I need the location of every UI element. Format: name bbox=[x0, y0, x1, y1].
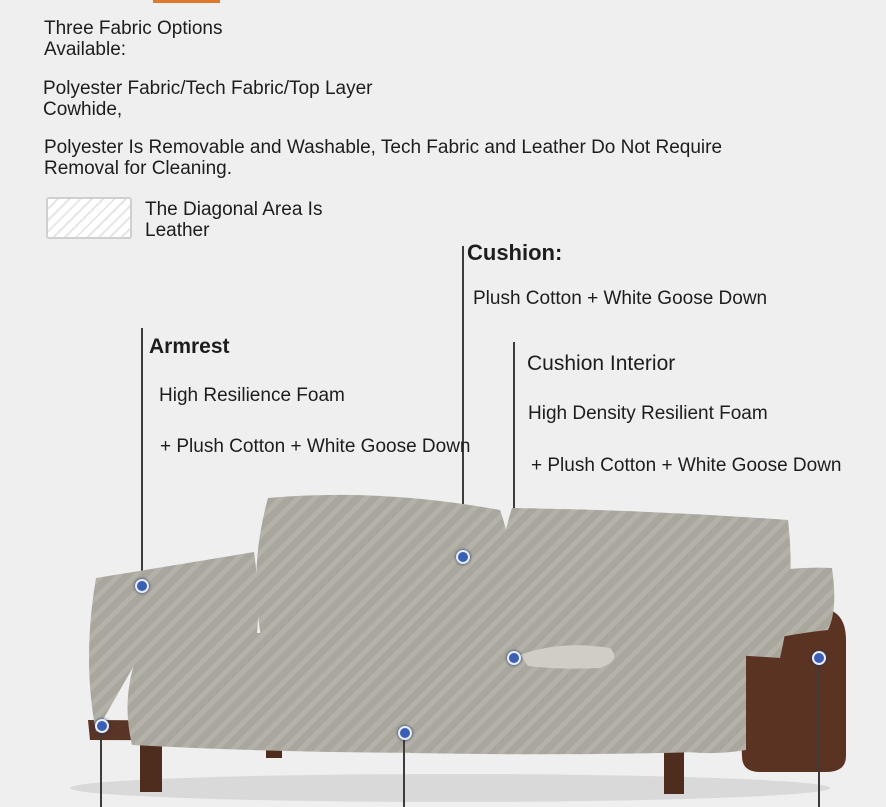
cushion-title: Cushion: bbox=[467, 240, 563, 265]
top-accent-bar bbox=[153, 0, 220, 3]
armrest-line2: + Plush Cotton + White Goose Down bbox=[160, 436, 471, 457]
care-note: Polyester Is Removable and Washable, Tech Fabric and Leather Do Not Require Removal for Cleaning. bbox=[44, 137, 723, 179]
cushion-interior-marker-icon bbox=[507, 651, 521, 665]
cushion-interior-line1: High Density Resilient Foam bbox=[528, 403, 768, 424]
armrest-marker-icon bbox=[135, 579, 149, 593]
cushion-marker-icon bbox=[456, 550, 470, 564]
cushion-line1: Plush Cotton + White Goose Down bbox=[473, 288, 768, 309]
side-panel-marker-icon bbox=[812, 651, 826, 665]
base-front-left-marker-icon bbox=[95, 719, 109, 733]
leather-swatch-icon bbox=[46, 197, 132, 239]
fabric-options-list: Polyester Fabric/Tech Fabric/Top Layer Cowhide, bbox=[43, 78, 373, 120]
cushion-interior-line2: + Plush Cotton + White Goose Down bbox=[531, 455, 842, 476]
base-front-center-marker-icon bbox=[398, 726, 412, 740]
fabric-options-heading: Three Fabric Options Available: bbox=[44, 18, 223, 60]
cushion-interior-title: Cushion Interior bbox=[527, 352, 676, 375]
armrest-line1: High Resilience Foam bbox=[159, 385, 345, 406]
armrest-title: Armrest bbox=[149, 335, 230, 358]
legend-label: The Diagonal Area Is Leather bbox=[145, 199, 323, 241]
sofa-illustration bbox=[0, 470, 886, 807]
